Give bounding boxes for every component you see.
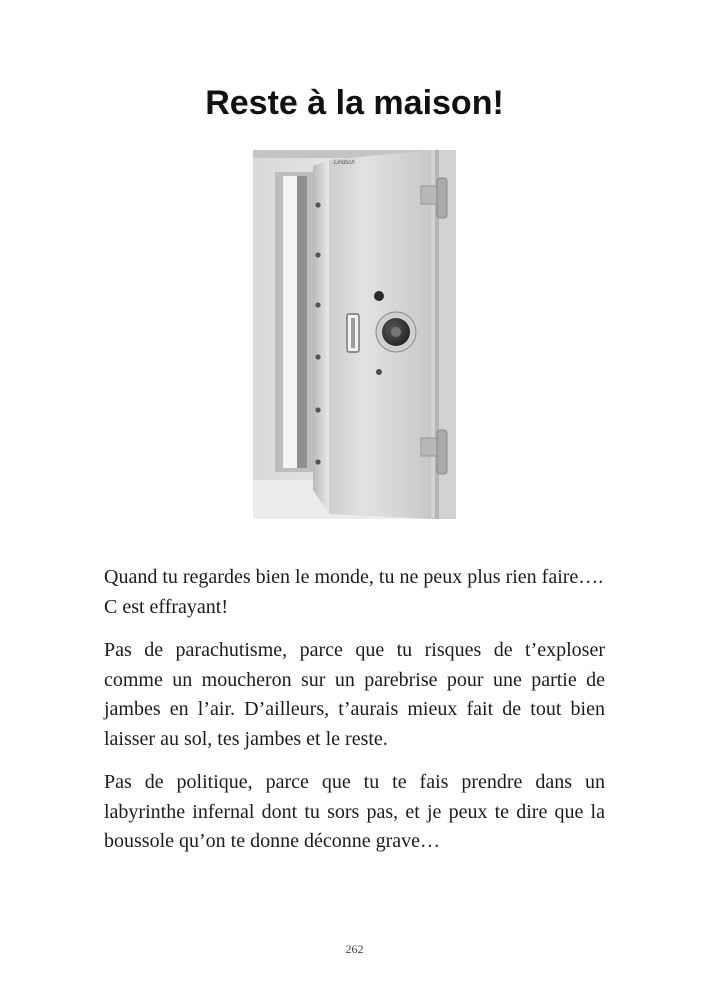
paragraph-2: Pas de parachutisme, parce que tu risques de t’exploser comme un moucheron sur un parebrise pour une partie de jambes en l’air. D’ailleurs, t’aurais mieux fait de tout bien laisser au sol, tes jambes et le reste. <box>104 639 605 750</box>
vault-door-illustration <box>253 150 456 519</box>
paragraph-3: Pas de politique, parce que tu te fais prendre dans un labyrinthe infernal dont tu sors pas, et je peux te dire que la boussole qu’on te donne déconne grave… <box>104 771 605 852</box>
page-number: 262 <box>345 942 364 956</box>
paragraph-1-line-1: Quand tu regardes bien le monde, tu ne peux plus rien faire…. <box>104 566 604 588</box>
paragraph-1-line-2: C est effrayant! <box>104 595 229 618</box>
body-text <box>104 563 605 871</box>
door-handle <box>347 314 359 352</box>
brand-label: Lindsch <box>334 160 355 166</box>
combination-dial <box>376 312 416 352</box>
page-title: Reste à la maison! <box>205 84 504 122</box>
paragraph-1 <box>104 563 605 622</box>
